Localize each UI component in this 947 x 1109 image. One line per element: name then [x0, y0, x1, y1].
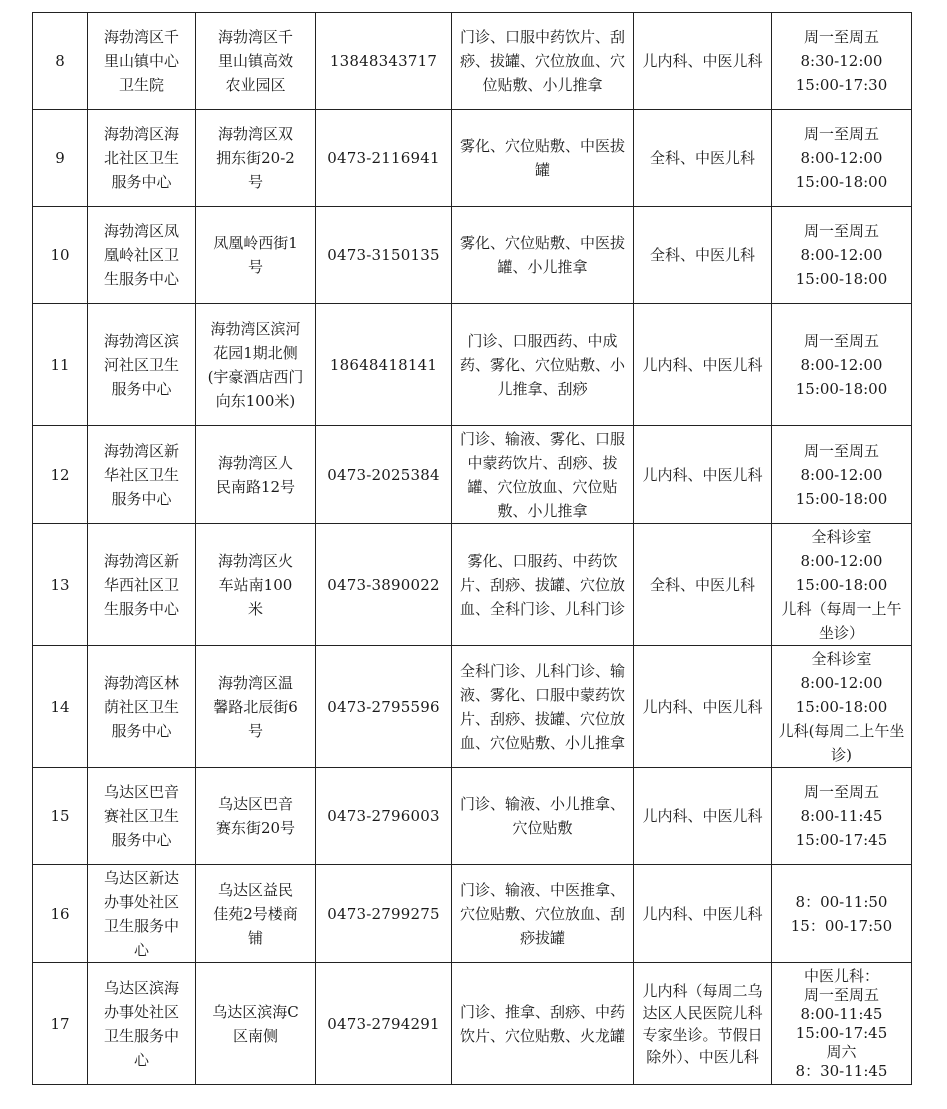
institution-name: 乌达区新达办事处社区卫生服务中心: [88, 865, 196, 963]
hours-line: 15:00-18:00: [795, 173, 888, 191]
hours-line: 8:00-12:00: [800, 465, 883, 484]
phone-number: 0473-2796003: [316, 768, 452, 865]
opening-hours: [772, 865, 912, 963]
phone-number: 0473-2116941: [316, 110, 452, 207]
hours-line: 周一至周五: [803, 441, 879, 460]
opening-hours: [772, 13, 912, 110]
hours-line: 周一至周五: [803, 28, 879, 46]
opening-hours: [772, 963, 912, 1085]
row-number: 14: [33, 646, 88, 768]
hours-line: 周六: [826, 1042, 857, 1061]
row-number: 10: [33, 207, 88, 304]
hours-line: 15:00-18:00: [795, 379, 888, 398]
institution-address: 海勃湾区火车站南100米: [196, 524, 316, 646]
hours-line: 中医儿科：: [803, 966, 879, 985]
department-list: 儿内科、中医儿科: [634, 768, 772, 865]
service-items: 全科门诊、儿科门诊、输液、雾化、口服中蒙药饮片、刮痧、拔罐、穴位放血、穴位贴敷、小儿推拿: [452, 646, 634, 768]
hours-line: 8:00-12:00: [800, 149, 883, 167]
opening-hours: [772, 207, 912, 304]
institution-name: 乌达区滨海办事处社区卫生服务中心: [88, 963, 196, 1085]
phone-number: 0473-3890022: [316, 524, 452, 646]
hours-line: 8:00-11:45: [800, 1004, 883, 1023]
row-number: 11: [33, 304, 88, 426]
hours-line: 15:00-17:30: [795, 76, 888, 94]
hours-line: 周一至周五: [803, 222, 879, 240]
service-items: 门诊、推拿、刮痧、中药饮片、穴位贴敷、火龙罐: [452, 963, 634, 1085]
institution-name: 海勃湾区凤凰岭社区卫生服务中心: [88, 207, 196, 304]
institution-address: 海勃湾区双拥东街20-2号: [196, 110, 316, 207]
institution-address: 乌达区滨海C区南侧: [196, 963, 316, 1085]
institution-name: 海勃湾区新华社区卫生服务中心: [88, 426, 196, 524]
hours-line: 周一至周五: [803, 331, 879, 350]
opening-hours: [772, 768, 912, 865]
hours-line: 15：00-17:50: [790, 916, 893, 935]
institution-name: 海勃湾区海北社区卫生服务中心: [88, 110, 196, 207]
hours-line: 15:00-18:00: [795, 575, 888, 594]
service-items: 雾化、穴位贴敷、中医拔罐、小儿推拿: [452, 207, 634, 304]
row-number: 8: [33, 13, 88, 110]
phone-number: 13848343717: [316, 13, 452, 110]
row-number: 15: [33, 768, 88, 865]
institution-address: 海勃湾区千里山镇高效农业园区: [196, 13, 316, 110]
hours-line: 8:30-12:00: [800, 52, 883, 70]
institution-address: 乌达区巴音赛东街20号: [196, 768, 316, 865]
institution-name: 海勃湾区千里山镇中心卫生院: [88, 13, 196, 110]
hours-line: 全科诊室: [811, 649, 872, 668]
opening-hours: [772, 304, 912, 426]
department-list: 儿内科、中医儿科: [634, 426, 772, 524]
hours-line: 儿科（每周一上午坐诊）: [781, 599, 902, 642]
department-list: 儿内科、中医儿科: [634, 865, 772, 963]
table-row: [33, 865, 912, 963]
department-list: 儿内科（每周二乌达区人民医院儿科专家坐诊。节假日除外）、中医儿科: [634, 963, 772, 1085]
institution-name: 海勃湾区新华西社区卫生服务中心: [88, 524, 196, 646]
table-row: [33, 13, 912, 110]
department-list: 儿内科、中医儿科: [634, 13, 772, 110]
hours-line: 周一至周五: [803, 985, 879, 1004]
table-row: [33, 207, 912, 304]
service-items: 雾化、穴位贴敷、中医拔罐: [452, 110, 634, 207]
row-number: 13: [33, 524, 88, 646]
hours-line: 全科诊室: [811, 527, 872, 546]
institution-name: 海勃湾区滨河社区卫生服务中心: [88, 304, 196, 426]
service-items: 门诊、输液、雾化、口服中蒙药饮片、刮痧、拔罐、穴位放血、穴位贴敷、小儿推拿: [452, 426, 634, 524]
phone-number: 18648418141: [316, 304, 452, 426]
service-items: 门诊、输液、小儿推拿、穴位贴敷: [452, 768, 634, 865]
opening-hours: [772, 110, 912, 207]
table-row: [33, 304, 912, 426]
phone-number: 0473-2794291: [316, 963, 452, 1085]
row-number: 16: [33, 865, 88, 963]
table-row: [33, 426, 912, 524]
phone-number: 0473-2795596: [316, 646, 452, 768]
hours-line: 周一至周五: [803, 125, 879, 143]
table-row: [33, 110, 912, 207]
hours-line: 周一至周五: [803, 783, 879, 801]
department-list: 儿内科、中医儿科: [634, 646, 772, 768]
table-row: [33, 646, 912, 768]
institution-name: 乌达区巴音赛社区卫生服务中心: [88, 768, 196, 865]
service-items: 门诊、口服西药、中成药、雾化、穴位贴敷、小儿推拿、刮痧: [452, 304, 634, 426]
opening-hours: [772, 524, 912, 646]
row-number: 9: [33, 110, 88, 207]
hours-line: 8:00-12:00: [800, 551, 883, 570]
hours-line: 15:00-17:45: [795, 1023, 888, 1042]
hours-line: 8:00-12:00: [800, 355, 883, 374]
table-row: [33, 963, 912, 1085]
institution-address: 海勃湾区滨河花园1期北侧(宇豪酒店西门向东100米): [196, 304, 316, 426]
clinic-table: [32, 12, 912, 1085]
hours-line: 8:00-12:00: [800, 246, 883, 264]
service-items: 门诊、口服中药饮片、刮痧、拔罐、穴位放血、穴位贴敷、小儿推拿: [452, 13, 634, 110]
service-items: 雾化、口服药、中药饮片、刮痧、拔罐、穴位放血、全科门诊、儿科门诊: [452, 524, 634, 646]
phone-number: 0473-3150135: [316, 207, 452, 304]
table-row: [33, 768, 912, 865]
row-number: 12: [33, 426, 88, 524]
hours-line: 15:00-17:45: [795, 831, 888, 849]
service-items: 门诊、输液、中医推拿、穴位贴敷、穴位放血、刮痧拔罐: [452, 865, 634, 963]
row-number: 17: [33, 963, 88, 1085]
department-list: 全科、中医儿科: [634, 207, 772, 304]
hours-line: 8:00-12:00: [800, 673, 883, 692]
hours-line: 8：00-11:50: [795, 892, 888, 911]
department-list: 儿内科、中医儿科: [634, 304, 772, 426]
phone-number: 0473-2025384: [316, 426, 452, 524]
institution-address: 乌达区益民佳苑2号楼商铺: [196, 865, 316, 963]
phone-number: 0473-2799275: [316, 865, 452, 963]
opening-hours: [772, 646, 912, 768]
hours-line: 15:00-18:00: [795, 489, 888, 508]
opening-hours: [772, 426, 912, 524]
institution-name: 海勃湾区林荫社区卫生服务中心: [88, 646, 196, 768]
department-list: 全科、中医儿科: [634, 110, 772, 207]
institution-address: 海勃湾区温馨路北辰街6号: [196, 646, 316, 768]
department-list: 全科、中医儿科: [634, 524, 772, 646]
hours-line: 儿科(每周二上午坐诊): [778, 721, 905, 764]
institution-address: 凤凰岭西街1号: [196, 207, 316, 304]
hours-line: 8：30-11:45: [795, 1061, 888, 1080]
hours-line: 8:00-11:45: [800, 807, 883, 825]
hours-line: 15:00-18:00: [795, 270, 888, 288]
hours-line: 15:00-18:00: [795, 697, 888, 716]
institution-address: 海勃湾区人民南路12号: [196, 426, 316, 524]
table-row: [33, 524, 912, 646]
